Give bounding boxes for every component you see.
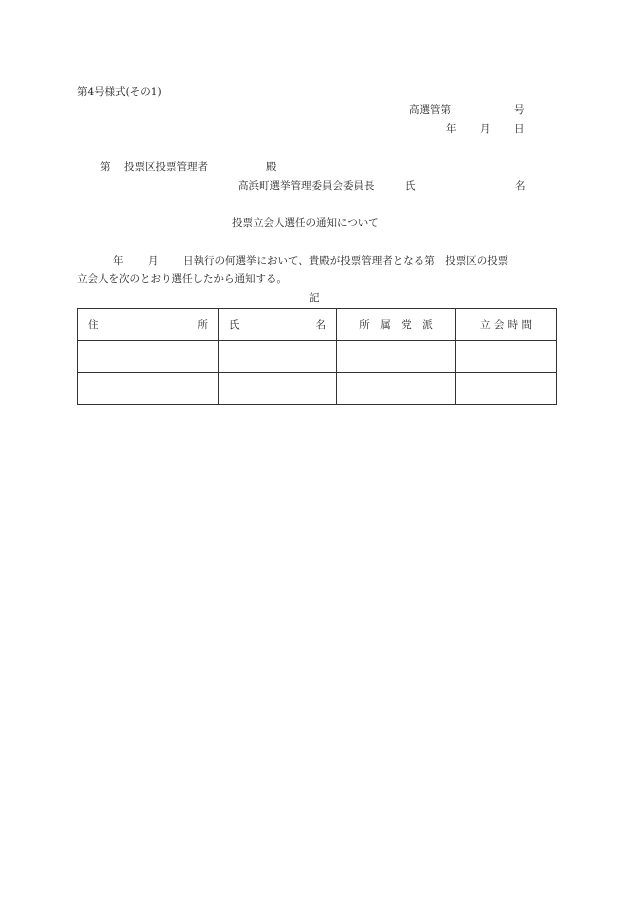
body-line2: 立会人を次のとおり選任したから通知する。 — [77, 273, 287, 285]
header-name — [219, 309, 337, 341]
cell-party[interactable] — [337, 373, 456, 405]
header-address-left: 住 — [88, 319, 99, 331]
body-line1: 日執行の何選挙において、貴殿が投票管理者となる第 投票区の投票 — [183, 255, 509, 267]
table-row — [78, 341, 557, 373]
sender-title: 高浜町選挙管理委員会委員長 — [238, 180, 375, 192]
body-month: 月 — [148, 255, 159, 267]
doc-number-prefix: 高選管第 — [409, 104, 451, 116]
doc-number-suffix: 号 — [514, 104, 525, 116]
ki-label: 記 — [309, 292, 320, 304]
sender-given: 名 — [515, 180, 526, 192]
header-party: 所 属 党 派 — [337, 309, 456, 341]
cell-time[interactable] — [456, 373, 557, 405]
date-month: 月 — [480, 123, 491, 135]
cell-time[interactable] — [456, 341, 557, 373]
header-attendance-time: 立 会 時 間 — [456, 309, 557, 341]
cell-name[interactable] — [219, 373, 337, 405]
date-day: 日 — [514, 123, 525, 135]
date-year: 年 — [446, 123, 457, 135]
cell-address[interactable] — [78, 341, 219, 373]
table-row — [78, 373, 557, 405]
body-year: 年 — [113, 255, 124, 267]
addressee-first: 第 — [100, 161, 111, 173]
cell-address[interactable] — [78, 373, 219, 405]
header-name-right: 名 — [315, 319, 326, 331]
addressee-label: 投票区投票管理者 — [124, 161, 208, 173]
header-name-left: 氏 — [229, 319, 240, 331]
header-address-right: 所 — [197, 319, 208, 331]
addressee-honorific: 殿 — [266, 161, 277, 173]
appointee-table — [77, 308, 557, 405]
cell-party[interactable] — [337, 341, 456, 373]
sender-surname: 氏 — [405, 180, 416, 192]
table-header-row — [78, 309, 557, 341]
form-number: 第4号様式(その1) — [77, 86, 162, 98]
header-address — [78, 309, 219, 341]
subject-title: 投票立会人選任の通知について — [232, 217, 379, 229]
cell-name[interactable] — [219, 341, 337, 373]
